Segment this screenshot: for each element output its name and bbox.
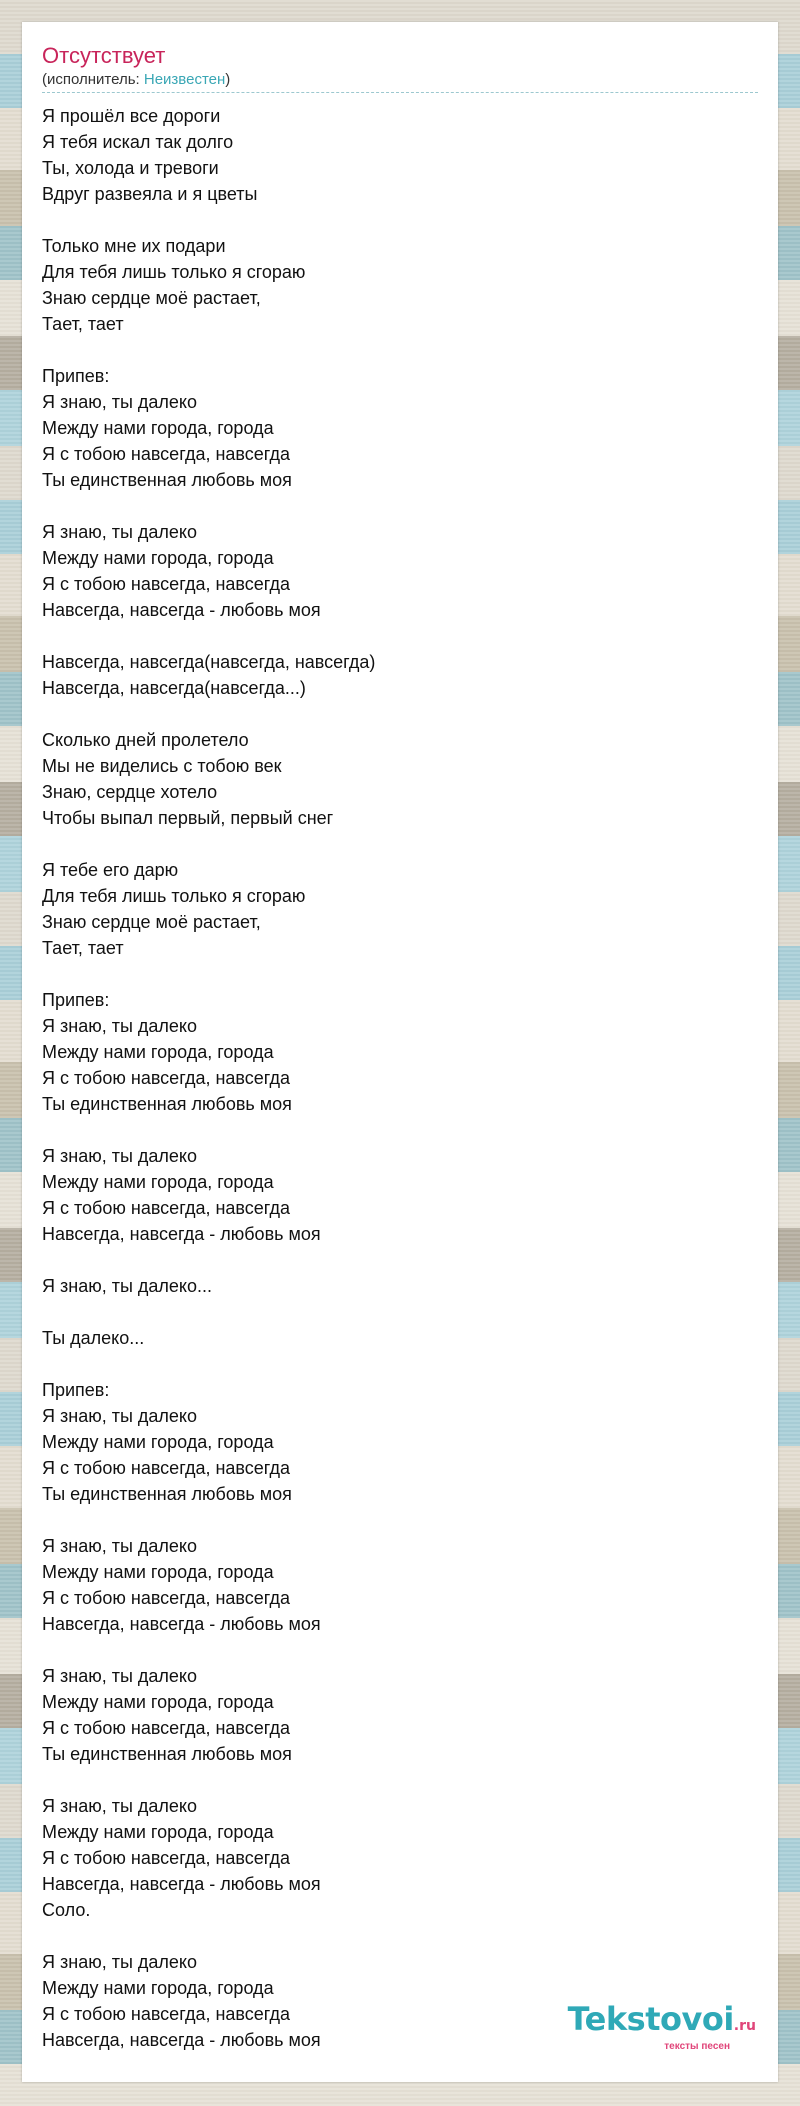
lyrics-blank-line bbox=[42, 701, 758, 727]
lyrics-line: Навсегда, навсегда - любовь моя bbox=[42, 1874, 321, 1894]
lyrics-line: Навсегда, навсегда - любовь моя bbox=[42, 1224, 321, 1244]
lyrics-line: Навсегда, навсегда(навсегда, навсегда) bbox=[42, 652, 376, 672]
artist-suffix: ) bbox=[225, 71, 231, 88]
lyrics-line: Ты единственная любовь моя bbox=[42, 1484, 292, 1504]
lyrics-line: Ты единственная любовь моя bbox=[42, 1094, 292, 1114]
lyrics-line: Для тебя лишь только я сгораю bbox=[42, 262, 306, 282]
lyrics-blank-line bbox=[42, 1767, 758, 1793]
lyrics-blank-line bbox=[42, 207, 758, 233]
lyrics-blank-line bbox=[42, 493, 758, 519]
lyrics-blank-line bbox=[42, 337, 758, 363]
lyrics-blank-line bbox=[42, 1351, 758, 1377]
lyrics-card bbox=[22, 22, 778, 2082]
lyrics-line: Я знаю, ты далеко bbox=[42, 522, 198, 542]
lyrics-line: Я с тобою навсегда, навсегда bbox=[42, 1718, 291, 1738]
lyrics-line: Между нами города, города bbox=[42, 548, 274, 568]
lyrics-line: Знаю сердце моё растает, bbox=[42, 288, 261, 308]
lyrics-text bbox=[42, 103, 758, 2053]
lyrics-line: Я с тобою навсегда, навсегда bbox=[42, 1588, 291, 1608]
logo-tagline: тексты песен bbox=[664, 2041, 730, 2052]
lyrics-line: Между нами города, города bbox=[42, 1172, 274, 1192]
lyrics-line: Соло. bbox=[42, 1900, 91, 1920]
lyrics-line: Ты далеко... bbox=[42, 1328, 145, 1348]
lyrics-line: Я с тобою навсегда, навсегда bbox=[42, 444, 291, 464]
lyrics-line: Я знаю, ты далеко... bbox=[42, 1276, 213, 1296]
lyrics-line: Я знаю, ты далеко bbox=[42, 1796, 198, 1816]
lyrics-line: Я с тобою навсегда, навсегда bbox=[42, 574, 291, 594]
lyrics-line: Я знаю, ты далеко bbox=[42, 1146, 198, 1166]
lyrics-line: Припев: bbox=[42, 1380, 110, 1400]
lyrics-line: Тает, тает bbox=[42, 938, 124, 958]
lyrics-blank-line bbox=[42, 1637, 758, 1663]
lyrics-line: Между нами города, города bbox=[42, 1432, 274, 1452]
lyrics-line: Я знаю, ты далеко bbox=[42, 1666, 198, 1686]
lyrics-blank-line bbox=[42, 1117, 758, 1143]
lyrics-line: Я с тобою навсегда, навсегда bbox=[42, 1848, 291, 1868]
lyrics-blank-line bbox=[42, 1923, 758, 1949]
lyrics-line: Я знаю, ты далеко bbox=[42, 1952, 198, 1972]
lyrics-line: Между нами города, города bbox=[42, 1042, 274, 1062]
lyrics-line: Сколько дней пролетело bbox=[42, 730, 249, 750]
lyrics-blank-line bbox=[42, 623, 758, 649]
lyrics-line: Я с тобою навсегда, навсегда bbox=[42, 1068, 291, 1088]
lyrics-blank-line bbox=[42, 831, 758, 857]
artist-line bbox=[42, 70, 758, 93]
lyrics-line: Между нами города, города bbox=[42, 418, 274, 438]
lyrics-line: Между нами города, города bbox=[42, 1562, 274, 1582]
lyrics-line: Навсегда, навсегда - любовь моя bbox=[42, 2030, 321, 2050]
lyrics-line: Я знаю, ты далеко bbox=[42, 392, 198, 412]
lyrics-line: Ты, холода и тревоги bbox=[42, 158, 219, 178]
lyrics-line: Знаю, сердце хотело bbox=[42, 782, 218, 802]
lyrics-line: Вдруг развеяла и я цветы bbox=[42, 184, 258, 204]
lyrics-line: Чтобы выпал первый, первый снег bbox=[42, 808, 334, 828]
lyrics-line: Я знаю, ты далеко bbox=[42, 1536, 198, 1556]
lyrics-line: Для тебя лишь только я сгораю bbox=[42, 886, 306, 906]
lyrics-line: Я тебя искал так долго bbox=[42, 132, 234, 152]
lyrics-line: Я знаю, ты далеко bbox=[42, 1016, 198, 1036]
lyrics-line: Мы не виделись с тобою век bbox=[42, 756, 282, 776]
lyrics-line: Я с тобою навсегда, навсегда bbox=[42, 1198, 291, 1218]
lyrics-line: Я прошёл все дороги bbox=[42, 106, 221, 126]
logo-suffix: .ru bbox=[733, 2018, 756, 2034]
lyrics-line: Я тебе его дарю bbox=[42, 860, 179, 880]
artist-link[interactable]: Неизвестен bbox=[143, 71, 226, 88]
lyrics-line: Я с тобою навсегда, навсегда bbox=[42, 2004, 291, 2024]
lyrics-line: Навсегда, навсегда(навсегда...) bbox=[42, 678, 306, 698]
lyrics-line: Только мне их подари bbox=[42, 236, 226, 256]
lyrics-line: Ты единственная любовь моя bbox=[42, 1744, 292, 1764]
lyrics-line: Навсегда, навсегда - любовь моя bbox=[42, 600, 321, 620]
lyrics-line: Между нами города, города bbox=[42, 1978, 274, 1998]
lyrics-line: Припев: bbox=[42, 990, 110, 1010]
lyrics-line: Тает, тает bbox=[42, 314, 124, 334]
lyrics-line: Навсегда, навсегда - любовь моя bbox=[42, 1614, 321, 1634]
lyrics-line: Ты единственная любовь моя bbox=[42, 470, 292, 490]
song-title: Отсутствует bbox=[42, 43, 166, 68]
lyrics-line: Между нами города, города bbox=[42, 1692, 274, 1712]
lyrics-blank-line bbox=[42, 961, 758, 987]
lyrics-line: Знаю сердце моё растает, bbox=[42, 912, 261, 932]
lyrics-blank-line bbox=[42, 1299, 758, 1325]
logo-name: Tekstovoi bbox=[567, 2000, 734, 2038]
lyrics-blank-line bbox=[42, 1247, 758, 1273]
lyrics-line: Припев: bbox=[42, 366, 110, 386]
artist-prefix: (исполнитель: bbox=[42, 71, 144, 88]
site-logo[interactable] bbox=[568, 2002, 756, 2052]
lyrics-line: Я с тобою навсегда, навсегда bbox=[42, 1458, 291, 1478]
lyrics-line: Я знаю, ты далеко bbox=[42, 1406, 198, 1426]
lyrics-blank-line bbox=[42, 1507, 758, 1533]
lyrics-line: Между нами города, города bbox=[42, 1822, 274, 1842]
